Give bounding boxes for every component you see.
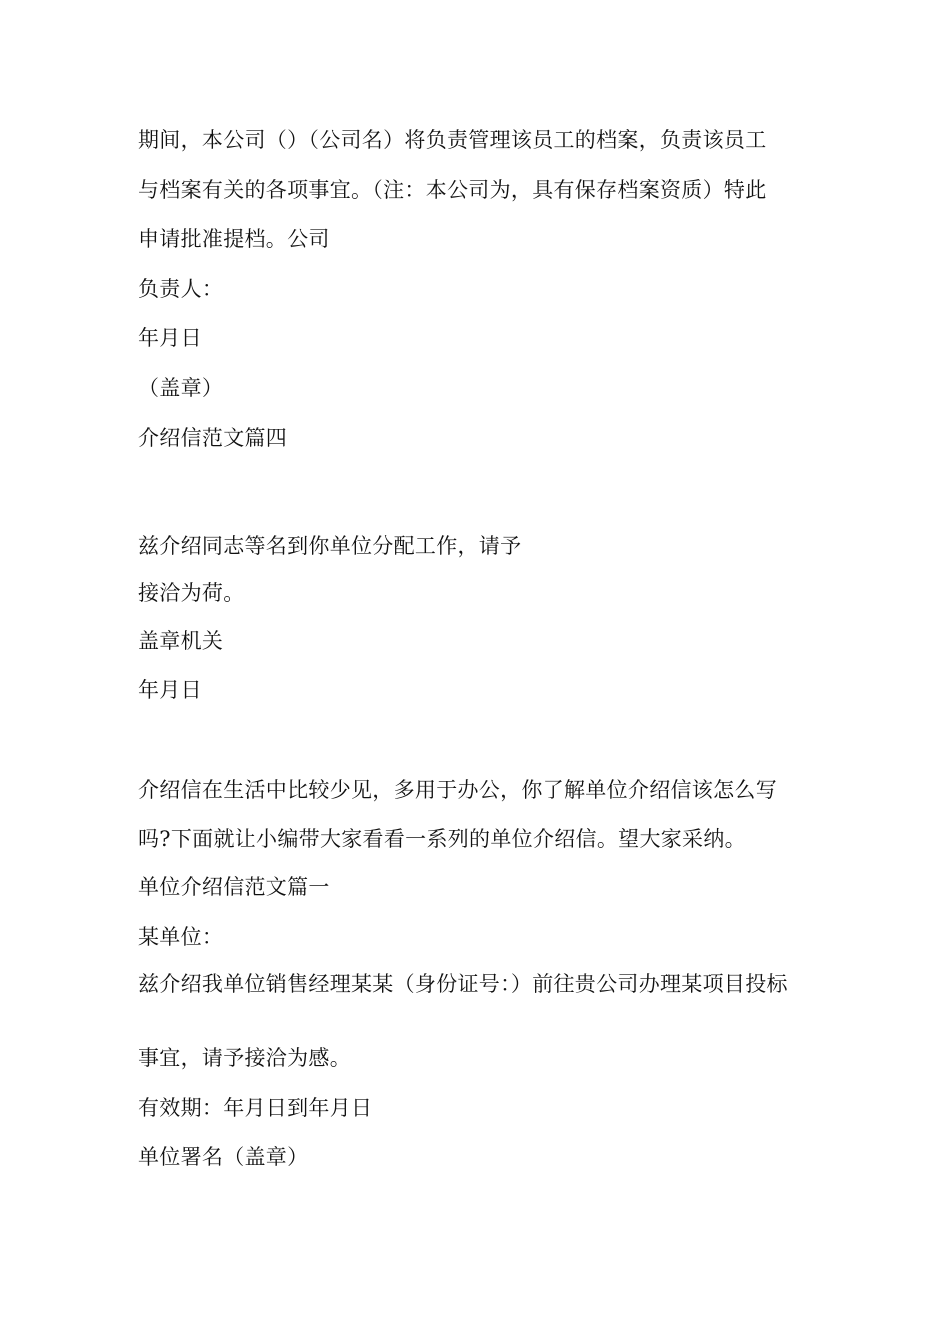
paragraph-line: 与档案有关的各项事宜。（注：本公司为，具有保存档案资质）特此 bbox=[138, 178, 767, 202]
date-line: 年月日 bbox=[138, 678, 202, 702]
paragraph-line: 申请批准提档。公司 bbox=[138, 227, 330, 251]
validity-line: 有效期：年月日到年月日 bbox=[138, 1096, 373, 1120]
paragraph-line: 接洽为荷。 bbox=[138, 581, 245, 605]
salutation-line: 某单位： bbox=[138, 925, 224, 949]
issuer-line: 盖章机关 bbox=[138, 629, 224, 653]
section-heading: 单位介绍信范文篇一 bbox=[138, 875, 330, 899]
paragraph-line: 期间，本公司（）（公司名）将负责管理该员工的档案，负责该员工 bbox=[138, 128, 767, 152]
section-heading: 介绍信范文篇四 bbox=[138, 426, 288, 450]
paragraph-line: 介绍信在生活中比较少见，多用于办公，你了解单位介绍信该怎么写 bbox=[138, 778, 777, 802]
paragraph-line: 吗?下面就让小编带大家看看一系列的单位介绍信。望大家采纳。 bbox=[138, 827, 746, 851]
signature-label: 负责人： bbox=[138, 277, 224, 301]
date-line: 年月日 bbox=[138, 326, 202, 350]
paragraph-line: 兹介绍我单位销售经理某某（身份证号：）前往贵公司办理某项目投标 bbox=[138, 972, 788, 996]
paragraph-line: 兹介绍同志等名到你单位分配工作，请予 bbox=[138, 534, 522, 558]
stamp-line: （盖章） bbox=[138, 376, 224, 400]
paragraph-line: 事宜，请予接洽为感。 bbox=[138, 1046, 351, 1070]
signature-line: 单位署名（盖章） bbox=[138, 1145, 309, 1169]
